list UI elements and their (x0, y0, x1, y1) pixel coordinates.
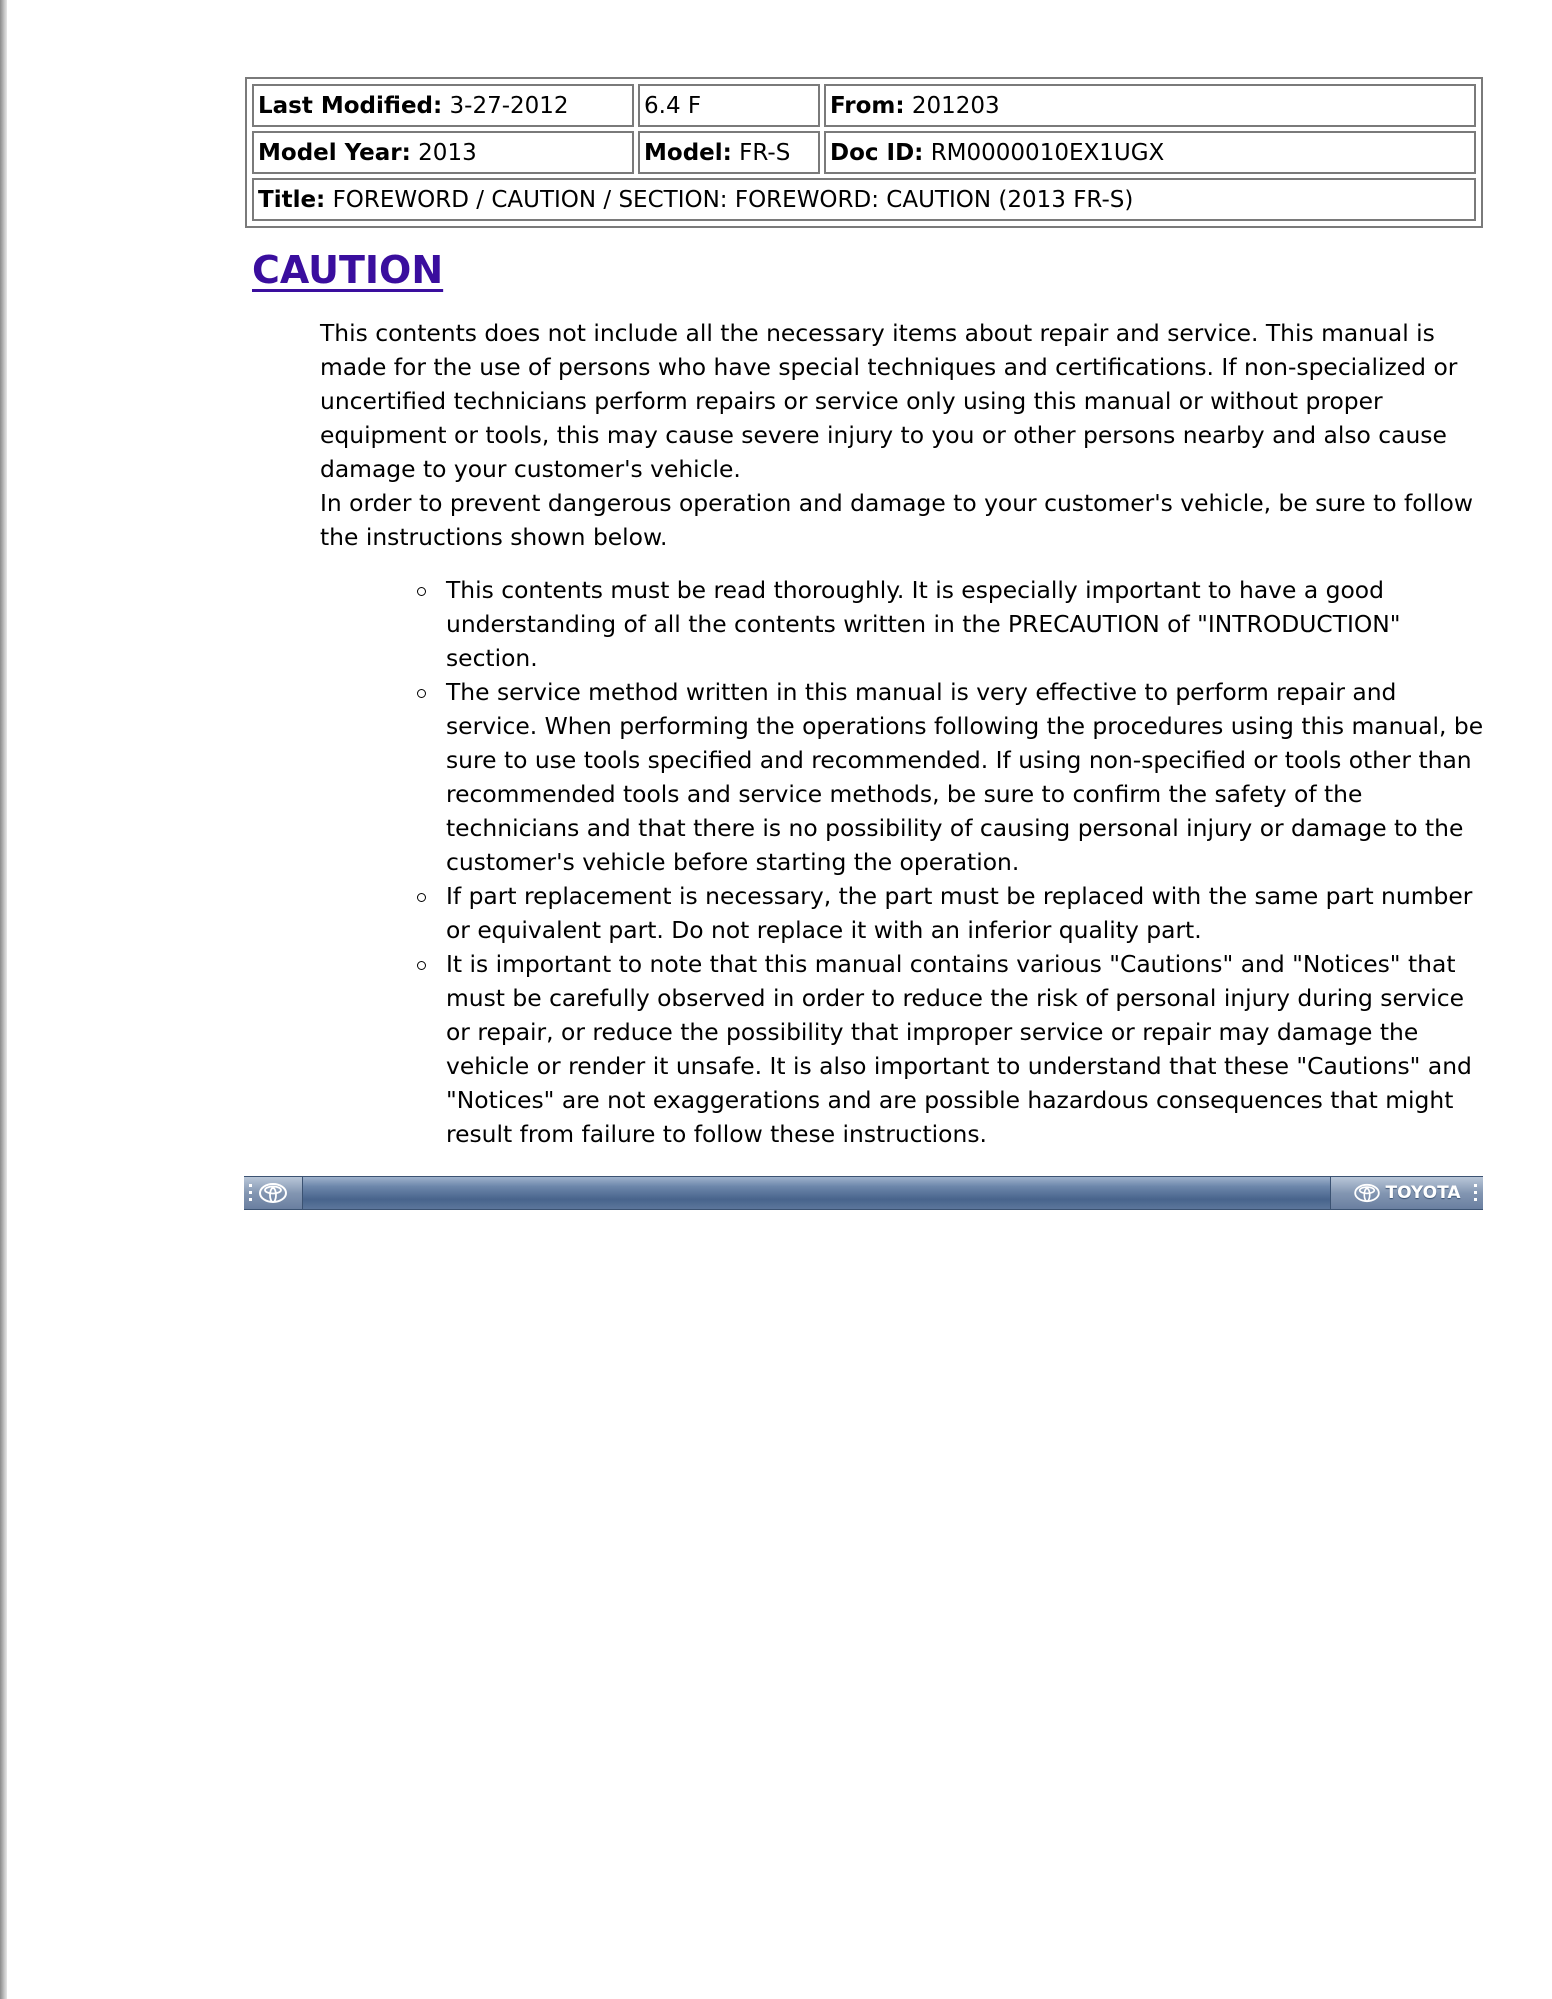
list-item-text: This contents must be read thoroughly. It is especially important to have a good understanding of all the contents written in the PRECAUTION of "INTRODUCTION" section. (446, 576, 1401, 672)
model-year-cell (252, 131, 634, 174)
list-item (444, 879, 1494, 947)
list-item (444, 947, 1494, 1151)
list-item-text: It is important to note that this manual contains various "Cautions" and "Notices" that must be carefully observed in order to reduce the risk of personal injury during service or repair, or reduce the possibility that improper service or repair may damage the vehicle or render it unsafe. It is also important to understand that these "Cautions" and "Notices" are not exaggerations and are possible hazardous consequences that might result from failure to follow these instructions. (446, 950, 1472, 1148)
bullet-circle-icon (417, 961, 426, 970)
toyota-emblem-icon (1353, 1183, 1381, 1203)
version-value: 6.4 F (644, 93, 702, 119)
bullet-circle-icon (417, 587, 426, 596)
list-item-text: If part replacement is necessary, the part must be replaced with the same part number or equivalent part. Do not replace it with an inferior quality part. (446, 882, 1473, 944)
model-label: Model: (644, 140, 732, 166)
last-modified-cell (252, 84, 634, 127)
title-label: Title: (258, 187, 326, 213)
toyota-emblem-icon (258, 1182, 288, 1204)
title-value: FOREWORD / CAUTION / SECTION: FOREWORD: CAUTION (2013 FR-S) (332, 187, 1134, 213)
last-modified-label: Last Modified: (258, 93, 443, 119)
page-left-edge (0, 0, 7, 1999)
list-item-text: The service method written in this manual is very effective to perform repair and service. When performing the operations following the procedures using this manual, be sure to use tools specified and recommended. If using non-specified or tools other than recommended tools and service methods, be sure to confirm the safety of the technicians and that there is no possibility of causing personal injury or damage to the customer's vehicle before starting the operation. (446, 678, 1484, 876)
from-value: 201203 (911, 93, 1000, 119)
document-header-table (245, 77, 1483, 228)
bullet-circle-icon (417, 893, 426, 902)
list-item (444, 573, 1494, 675)
header-row (252, 131, 1476, 174)
header-row (252, 84, 1476, 127)
doc-id-cell (824, 131, 1476, 174)
model-value: FR-S (739, 140, 791, 166)
intro-paragraph: This contents does not include all the necessary items about repair and service. This manual is made for the use of persons who have special techniques and certifications. If non-specialized or uncertified technicians perform repairs or service only using this manual or without proper equipment or tools, this may cause severe injury to you or other persons nearby and also cause damage to your customer's vehicle. (320, 319, 1458, 483)
brand-logo-text: TOYOTA (1385, 1183, 1461, 1203)
caution-list (444, 573, 1494, 1151)
title-cell (252, 178, 1476, 221)
footer-left-badge (244, 1177, 303, 1209)
intro-paragraph: In order to prevent dangerous operation and damage to your customer's vehicle, be sure to follow the instructions shown below. (320, 489, 1473, 551)
grip-dots-icon (249, 1184, 252, 1202)
bullet-circle-icon (417, 689, 426, 698)
intro-text (320, 316, 1485, 554)
page-title: CAUTION (252, 248, 444, 292)
model-year-label: Model Year: (258, 140, 411, 166)
footer-bar (244, 1176, 1483, 1210)
footer-brand-badge (1330, 1177, 1483, 1209)
last-modified-value: 3-27-2012 (449, 93, 569, 119)
from-cell (824, 84, 1476, 127)
doc-id-label: Doc ID: (830, 140, 924, 166)
from-label: From: (830, 93, 905, 119)
grip-dots-icon (1474, 1184, 1477, 1202)
doc-id-value: RM0000010EX1UGX (930, 140, 1165, 166)
version-cell (638, 84, 820, 127)
model-cell (638, 131, 820, 174)
model-year-value: 2013 (418, 140, 477, 166)
header-row (252, 178, 1476, 221)
list-item (444, 675, 1494, 879)
